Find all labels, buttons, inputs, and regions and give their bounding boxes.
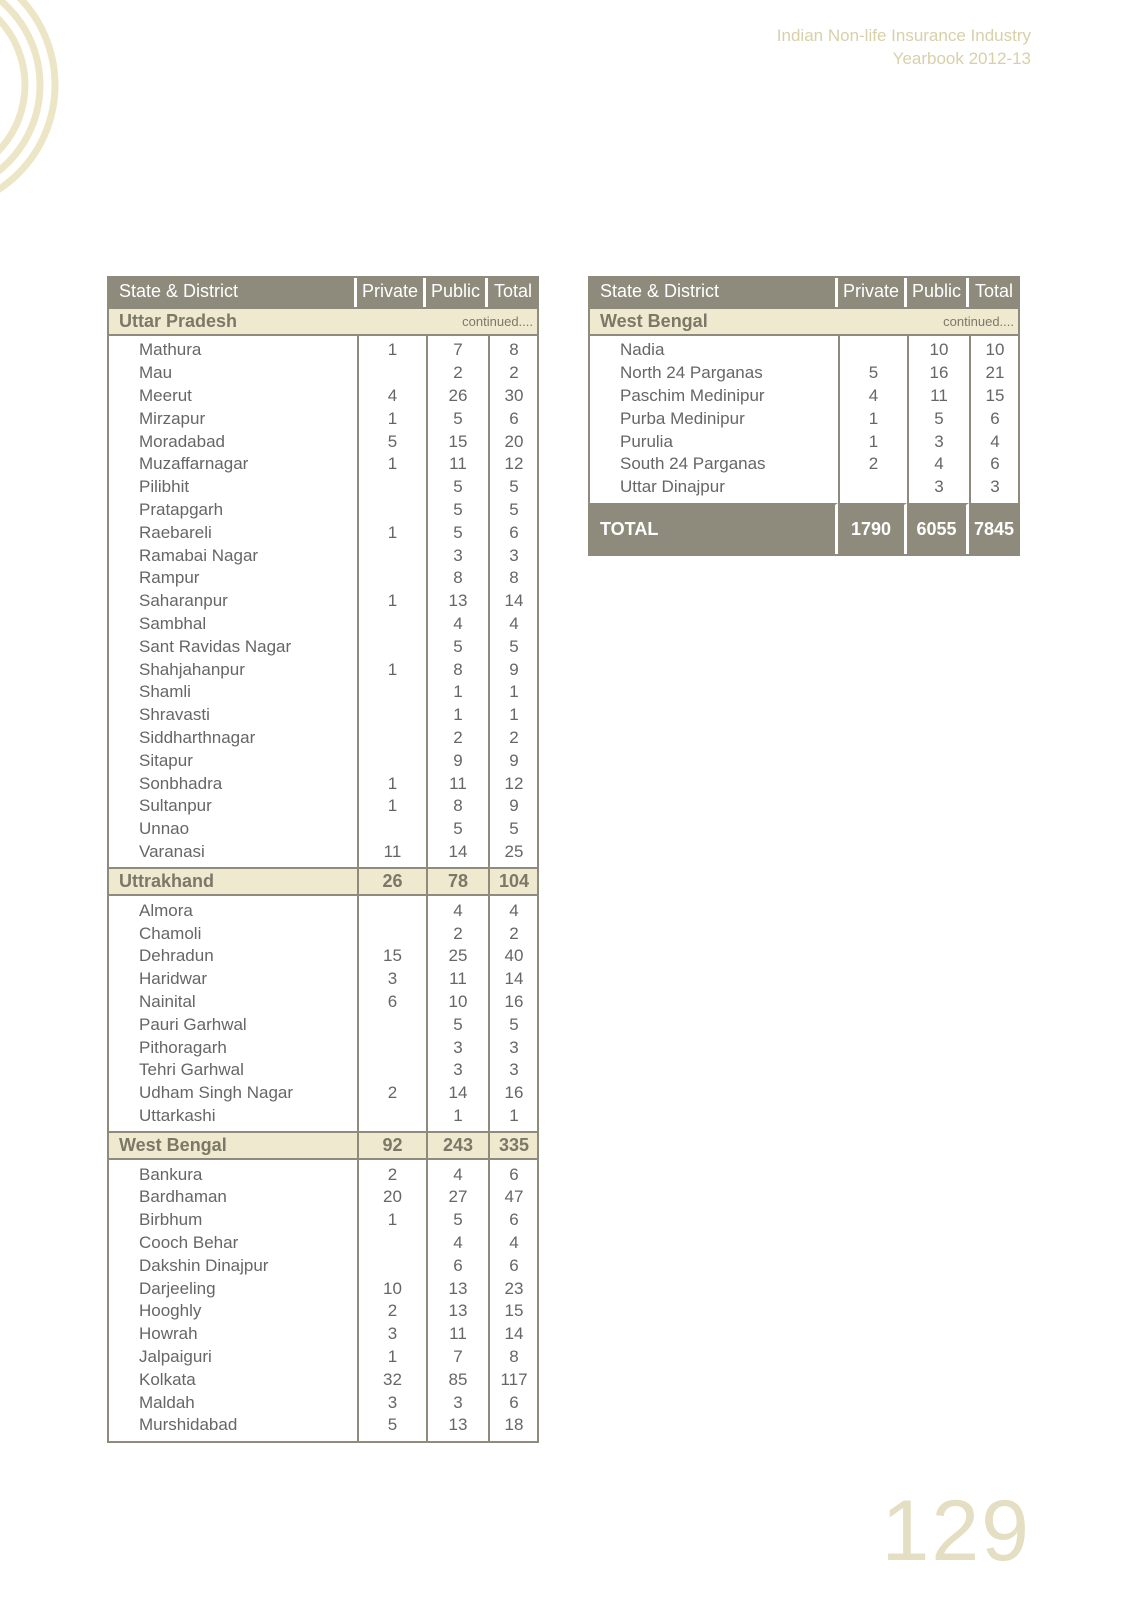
district-name: Nadia [620,340,665,360]
district-public: 8 [426,658,488,681]
district-private: 1 [357,795,426,818]
district-name: Rampur [139,568,200,588]
district-total: 9 [488,795,538,818]
district-total: 15 [488,1300,538,1323]
left-district-table [108,276,538,1441]
district-private: 5 [357,1414,426,1441]
district-total: 3 [488,544,538,567]
district-name: Pauri Garhwal [139,1014,247,1034]
continued-label: continued.... [838,307,1019,336]
district-total: 8 [488,1346,538,1369]
district-total: 14 [488,968,538,991]
district-total: 4 [488,896,538,922]
district-private: 20 [357,1186,426,1209]
district-total: 4 [488,1232,538,1255]
total-public: 6055 [907,503,969,554]
district-row [589,453,1019,476]
district-name: Raebareli [139,522,212,542]
district-row [589,336,1019,362]
district-total: 6 [488,1391,538,1414]
district-name: Bardhaman [139,1187,227,1207]
district-total: 6 [969,407,1019,430]
district-private: 5 [838,362,907,385]
state-private-total: 92 [357,1131,426,1160]
district-row [108,336,538,362]
district-private: 3 [357,1323,426,1346]
district-public: 5 [426,476,488,499]
district-public: 10 [426,991,488,1014]
district-public: 27 [426,1186,488,1209]
district-row [108,727,538,750]
district-total: 117 [488,1368,538,1391]
district-public: 14 [426,1082,488,1105]
district-row [108,385,538,408]
district-private [357,544,426,567]
district-total: 16 [488,991,538,1014]
state-private-total: 26 [357,867,426,896]
district-total: 5 [488,635,538,658]
state-name: West Bengal [108,1131,357,1160]
district-name: Purba Medinipur [620,408,745,428]
district-public: 5 [426,635,488,658]
district-total: 3 [488,1036,538,1059]
district-total: 30 [488,385,538,408]
state-name: Uttrakhand [108,867,357,896]
district-private [357,613,426,636]
district-row [108,1300,538,1323]
district-private [357,704,426,727]
district-public: 4 [426,1232,488,1255]
district-public: 13 [426,1300,488,1323]
district-total: 2 [488,922,538,945]
district-row [108,1323,538,1346]
district-row [108,841,538,868]
district-public: 4 [426,1160,488,1186]
district-public: 3 [426,1036,488,1059]
district-public: 14 [426,841,488,868]
district-private [357,1254,426,1277]
district-row [589,385,1019,408]
district-public: 16 [907,362,969,385]
district-name: Sitapur [139,750,193,770]
district-total: 40 [488,945,538,968]
district-private: 6 [357,991,426,1014]
district-name: Uttarkashi [139,1105,216,1125]
district-public: 2 [426,362,488,385]
district-row [108,407,538,430]
district-name: Mau [139,363,173,383]
district-total: 15 [969,385,1019,408]
district-row [108,590,538,613]
district-private [357,727,426,750]
total-total: 7845 [969,503,1019,554]
district-name: Kolkata [139,1369,196,1389]
district-private [357,1059,426,1082]
district-public: 3 [426,544,488,567]
district-name: Saharanpur [139,591,228,611]
district-row [108,658,538,681]
district-total: 6 [488,407,538,430]
district-row [108,635,538,658]
district-private: 3 [357,1391,426,1414]
district-name: Murshidabad [139,1415,238,1435]
district-total: 14 [488,1323,538,1346]
district-private: 1 [838,430,907,453]
district-total: 8 [488,336,538,362]
district-public: 10 [907,336,969,362]
district-name: Darjeeling [139,1278,216,1298]
district-private: 1 [357,453,426,476]
district-name: Pithoragarh [139,1037,227,1057]
district-name: Almora [139,900,193,920]
decorative-arcs [0,0,70,220]
district-row [108,1391,538,1414]
district-public: 8 [426,795,488,818]
district-name: Cooch Behar [139,1233,239,1253]
district-private [357,681,426,704]
district-private: 5 [357,430,426,453]
district-total: 2 [488,727,538,750]
header-line1: Indian Non-life Insurance Industry [776,26,1031,45]
district-private: 4 [838,385,907,408]
district-total: 5 [488,1013,538,1036]
district-total: 5 [488,499,538,522]
district-private [357,1105,426,1132]
district-row [108,1232,538,1255]
total-private: 1790 [838,503,907,554]
district-private [357,499,426,522]
district-public: 13 [426,1414,488,1441]
district-total: 47 [488,1186,538,1209]
continued-label: continued.... [357,307,538,336]
district-name: Mathura [139,340,202,360]
header-private: Private [357,276,426,307]
district-public: 11 [426,453,488,476]
district-private: 1 [357,1209,426,1232]
district-name: Varanasi [139,841,205,861]
district-name: Shamli [139,682,191,702]
district-row [589,362,1019,385]
district-public: 1 [426,704,488,727]
district-private: 1 [357,521,426,544]
district-total: 8 [488,567,538,590]
district-public: 11 [426,1323,488,1346]
district-private [357,476,426,499]
district-public: 4 [907,453,969,476]
district-public: 11 [907,385,969,408]
district-row [108,544,538,567]
district-private [357,818,426,841]
district-name: Dehradun [139,946,214,966]
district-row [108,1209,538,1232]
district-total: 12 [488,453,538,476]
district-public: 2 [426,922,488,945]
district-public: 7 [426,336,488,362]
district-name: Mirzapur [139,408,206,428]
yearbook-header [777,24,1031,70]
district-row [108,1059,538,1082]
district-private: 2 [357,1160,426,1186]
district-row [108,1414,538,1441]
district-name: North 24 Parganas [620,363,763,383]
district-total: 6 [488,1209,538,1232]
district-private: 1 [357,407,426,430]
district-name: Jalpaiguri [139,1347,212,1367]
district-name: Tehri Garhwal [139,1060,244,1080]
district-row [108,362,538,385]
district-private [357,362,426,385]
district-total: 9 [488,749,538,772]
district-total: 10 [969,336,1019,362]
district-total: 5 [488,476,538,499]
table-header-row [108,276,538,307]
state-public-total: 78 [426,867,488,896]
district-total: 4 [969,430,1019,453]
district-public: 9 [426,749,488,772]
right-district-table [589,276,1019,554]
district-name: Uttar Dinajpur [620,477,725,497]
district-row [108,1036,538,1059]
district-public: 4 [426,896,488,922]
district-row [108,521,538,544]
district-total: 1 [488,704,538,727]
district-total: 23 [488,1277,538,1300]
district-name: Sant Ravidas Nagar [139,636,292,656]
district-private: 1 [838,407,907,430]
state-section-row [108,1131,538,1160]
district-row [108,795,538,818]
district-public: 3 [907,430,969,453]
district-private: 2 [838,453,907,476]
state-name: West Bengal [589,307,838,336]
district-total: 2 [488,362,538,385]
district-private [357,1232,426,1255]
district-public: 6 [426,1254,488,1277]
district-public: 25 [426,945,488,968]
district-private: 4 [357,385,426,408]
district-row [589,476,1019,503]
district-private: 1 [357,658,426,681]
district-name: Udham Singh Nagar [139,1083,294,1103]
header-total: Total [969,276,1019,307]
district-private [838,336,907,362]
district-private [357,749,426,772]
district-row [108,1160,538,1186]
district-private: 1 [357,590,426,613]
district-private: 1 [357,772,426,795]
district-public: 2 [426,727,488,750]
district-public: 3 [907,476,969,503]
state-section-row [589,307,1019,336]
district-name: Shravasti [139,705,210,725]
district-name: Bankura [139,1164,203,1184]
state-total: 335 [488,1131,538,1160]
district-public: 1 [426,1105,488,1132]
district-name: Ramabai Nagar [139,545,259,565]
district-row [108,681,538,704]
district-public: 1 [426,681,488,704]
district-private [357,922,426,945]
district-public: 11 [426,772,488,795]
district-public: 5 [907,407,969,430]
district-private: 10 [357,1277,426,1300]
district-row [108,1013,538,1036]
district-total: 6 [488,1254,538,1277]
district-private: 2 [357,1300,426,1323]
district-public: 26 [426,385,488,408]
district-row [108,896,538,922]
state-section-row [108,307,538,336]
district-total: 6 [969,453,1019,476]
total-label: TOTAL [589,503,838,554]
district-name: Sonbhadra [139,773,223,793]
district-public: 13 [426,1277,488,1300]
district-row [108,1346,538,1369]
district-row [108,1082,538,1105]
district-name: Meerut [139,385,192,405]
district-name: Pratapgarh [139,499,224,519]
district-row [108,1368,538,1391]
district-total: 14 [488,590,538,613]
district-total: 6 [488,521,538,544]
district-total: 25 [488,841,538,868]
district-row [108,567,538,590]
district-total: 1 [488,1105,538,1132]
district-public: 15 [426,430,488,453]
district-row [108,772,538,795]
district-private [357,635,426,658]
state-section-row [108,867,538,896]
table-header-row [589,276,1019,307]
state-total: 104 [488,867,538,896]
state-public-total: 243 [426,1131,488,1160]
district-row [108,430,538,453]
district-total: 9 [488,658,538,681]
district-name: Siddharthnagar [139,727,256,747]
district-public: 5 [426,1013,488,1036]
district-total: 6 [488,1160,538,1186]
header-state-district: State & District [108,276,357,307]
header-private: Private [838,276,907,307]
district-private: 1 [357,336,426,362]
district-row [108,945,538,968]
district-row [108,704,538,727]
grand-total-row [589,503,1019,554]
district-name: Shahjahanpur [139,659,245,679]
district-total: 4 [488,613,538,636]
district-private [357,567,426,590]
district-name: Birbhum [139,1210,203,1230]
district-public: 8 [426,567,488,590]
district-total: 16 [488,1082,538,1105]
district-name: Unnao [139,819,190,839]
district-private: 32 [357,1368,426,1391]
district-public: 5 [426,818,488,841]
district-name: Purulia [620,431,673,451]
district-row [108,749,538,772]
district-private: 2 [357,1082,426,1105]
district-row [589,430,1019,453]
district-row [108,1105,538,1132]
district-private [838,476,907,503]
district-private: 1 [357,1346,426,1369]
district-private [357,1013,426,1036]
district-public: 85 [426,1368,488,1391]
district-public: 4 [426,613,488,636]
district-name: Sambhal [139,613,207,633]
district-total: 3 [969,476,1019,503]
district-name: Moradabad [139,431,226,451]
header-state-district: State & District [589,276,838,307]
district-row [108,991,538,1014]
district-row [108,818,538,841]
district-private: 11 [357,841,426,868]
district-public: 5 [426,521,488,544]
header-line2: Yearbook 2012-13 [892,49,1031,68]
district-public: 13 [426,590,488,613]
district-total: 3 [488,1059,538,1082]
district-name: Maldah [139,1392,195,1412]
district-row [108,1277,538,1300]
district-name: Pilibhit [139,477,190,497]
district-name: Chamoli [139,923,202,943]
district-total: 5 [488,818,538,841]
district-total: 12 [488,772,538,795]
page-number: 129 [881,1483,1031,1579]
district-private: 3 [357,968,426,991]
district-row [589,407,1019,430]
district-row [108,1254,538,1277]
state-name: Uttar Pradesh [108,307,357,336]
header-total: Total [488,276,538,307]
district-public: 5 [426,1209,488,1232]
header-public: Public [426,276,488,307]
district-name: South 24 Parganas [620,454,766,474]
district-total: 21 [969,362,1019,385]
district-private [357,1036,426,1059]
district-row [108,922,538,945]
district-total: 18 [488,1414,538,1441]
district-public: 5 [426,499,488,522]
district-row [108,453,538,476]
district-public: 3 [426,1059,488,1082]
district-total: 20 [488,430,538,453]
district-row [108,968,538,991]
district-name: Muzaffarnagar [139,454,249,474]
district-row [108,1186,538,1209]
district-private: 15 [357,945,426,968]
district-name: Nainital [139,991,196,1011]
header-public: Public [907,276,969,307]
district-public: 11 [426,968,488,991]
district-row [108,476,538,499]
district-name: Sultanpur [139,796,212,816]
district-name: Hooghly [139,1301,202,1321]
district-total: 1 [488,681,538,704]
district-row [108,613,538,636]
district-name: Haridwar [139,969,208,989]
district-public: 5 [426,407,488,430]
district-public: 7 [426,1346,488,1369]
district-public: 3 [426,1391,488,1414]
district-row [108,499,538,522]
district-private [357,896,426,922]
district-name: Dakshin Dinajpur [139,1255,269,1275]
district-name: Paschim Medinipur [620,385,765,405]
district-name: Howrah [139,1324,198,1344]
